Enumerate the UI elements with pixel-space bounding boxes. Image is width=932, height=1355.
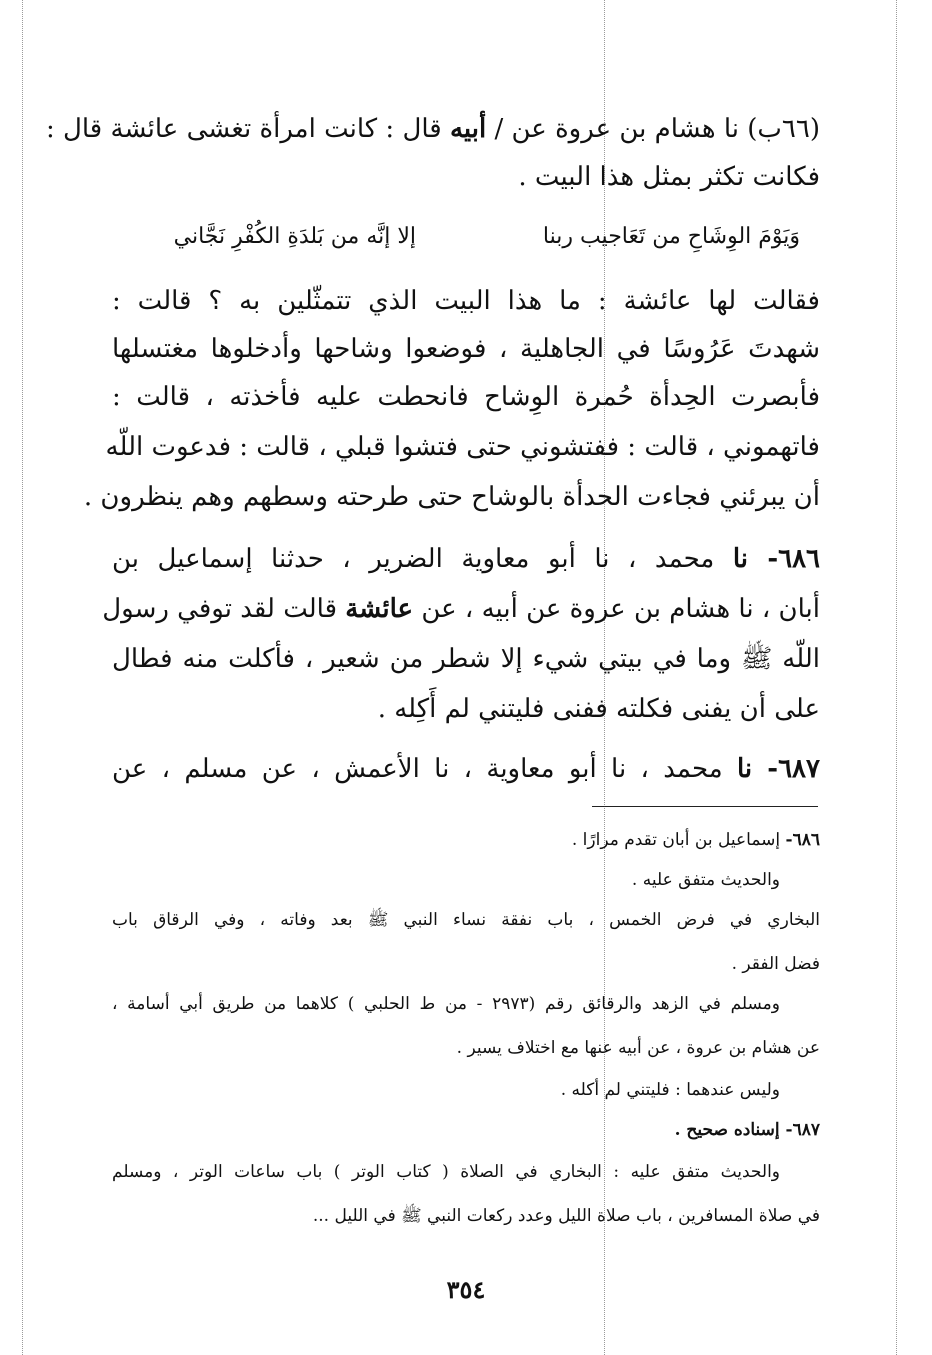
text-run: قال : كانت امرأة تغشى عائشة قال : (45, 114, 450, 144)
footnote-line: البخاري في فرض الخمس ، باب نفقة نساء النبي ﷺ بعد وفاته ، وفي الرقاق باب (112, 910, 820, 930)
text-run: أبان ، نا هشام بن عروة عن أبيه ، عن (413, 594, 820, 624)
bold-word: نا (737, 754, 768, 784)
text-run: نا هشام بن عروة عن / (486, 114, 748, 144)
bold-word: أبيه (449, 114, 487, 144)
footnote-number: ٦٨٧- (785, 1120, 820, 1140)
hadith-686-line (112, 546, 820, 572)
page-number: ٣٥٤ (446, 1275, 486, 1304)
hadith-number: ٦٨٧- (767, 754, 820, 784)
text-run: إسماعيل بن أبان تقدم مرارًا . (571, 830, 786, 850)
text-line: على أن يفنى فكلته ففنى فليتني لم أَكِله . (377, 694, 820, 724)
footnote-line: في صلاة المسافرين ، باب صلاة الليل وعدد ركعات النبي ﷺ في الليل ... (312, 1206, 820, 1226)
scan-dotted-line-left (22, 0, 23, 1355)
footnote-line: والحديث متفق عليه . (631, 870, 780, 890)
text-line (45, 114, 820, 144)
footnote-line (112, 832, 820, 849)
text-line: شهدتَ عَرُوسًا في الجاهلية ، فوضعوا وشاحها وأدخلوها مغتسلها (112, 334, 820, 364)
scan-dotted-line-right (896, 0, 897, 1355)
text-run: قالت لقد توفي رسول (102, 594, 346, 624)
verse-hemistich-left: إلا إنَّه من بَلدَةِ الكُفْرِ نَجَّاني (173, 224, 416, 249)
footnote-line: ومسلم في الزهد والرقائق رقم (٢٩٧٣ - من ط الحلبي ) كلاهما من طريق أبي أسامة ، (112, 994, 780, 1014)
bold-word: عائشة (345, 594, 414, 624)
footnote-line: والحديث متفق عليه : البخاري في الصلاة ( كتاب الوتر ) باب ساعات الوتر ، ومسلم (112, 1162, 780, 1182)
text-line: أن يبرئني فجاءت الحدأة بالوشاح حتى طرحته وسطهم وهم ينظرون . (83, 482, 820, 512)
footnote-line (112, 1122, 820, 1139)
text-run: إسناده صحيح . (674, 1120, 786, 1140)
footnote-line: وليس عندهما : فليتني لم أكله . (560, 1080, 780, 1100)
text-line: فكانت تكثر بمثل هذا البيت . (518, 162, 820, 192)
footnote-number: ٦٨٦- (785, 830, 820, 850)
bold-word: نا (732, 544, 768, 574)
footnote-line: عن هشام بن عروة ، عن أبيه عنها مع اختلاف يسير . (456, 1038, 820, 1058)
verse-hemistich-right: وَيَوْمَ الوِشَاحِ من تَعَاجيب ربنا (542, 224, 800, 249)
text-run: محمد ، نا أبو معاوية الضرير ، حدثنا إسماعيل بن (112, 544, 733, 574)
text-line (102, 594, 820, 624)
footnote-line: فضل الفقر . (731, 954, 820, 974)
text-line: فاتهموني ، قالت : ففتشوني حتى فتشوا قبلي ، قالت : فدعوت اللّه (105, 432, 820, 462)
scan-dotted-line-middle (604, 0, 605, 1355)
text-line: فأبصرت الحِدأة حُمرة الوِشاح فانحطت عليه فأخذته ، قالت : (112, 382, 820, 412)
text-line: اللّه ﷺ وما في بيتي شيء إلا شطر من شعير ، فأكلت منه فطال (112, 644, 820, 674)
folio-reference: (٦٦ب) (747, 114, 820, 144)
text-run: محمد ، نا أبو معاوية ، نا الأعمش ، عن مسلم ، عن (112, 754, 737, 784)
hadith-687-line (112, 756, 820, 782)
text-line: فقالت لها عائشة : ما هذا البيت الذي تتمثّلين به ؟ قالت : (112, 286, 820, 316)
hadith-number: ٦٨٦- (767, 544, 821, 574)
footnote-separator (592, 806, 818, 807)
